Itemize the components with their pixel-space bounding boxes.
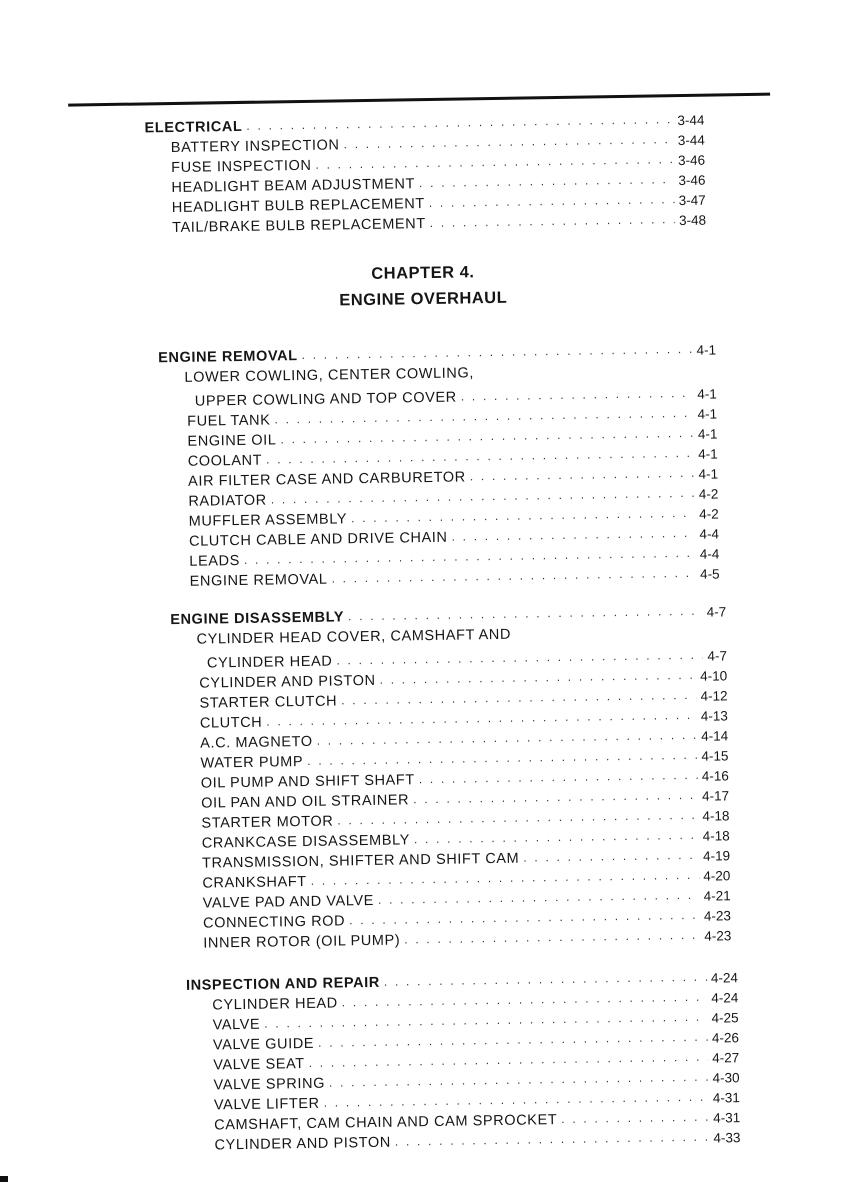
toc-entry: CYLINDER HEAD . . . 4-7 xyxy=(207,643,727,671)
toc-entry: TAIL/BRAKE BULB REPLACEMENT . . . 3-48 xyxy=(172,208,706,236)
toc-entry: COOLANT . . . 4-1 xyxy=(188,441,718,469)
toc-entry: CLUTCH . . . 4-13 xyxy=(200,703,728,731)
chapter-number: CHAPTER 4. xyxy=(371,263,475,283)
toc-entry: A.C. MAGNETO . . . 4-14 xyxy=(200,723,728,751)
toc-entry: LEADS . . . 4-4 xyxy=(189,541,719,569)
toc-entry-electrical: ELECTRICAL . . . 3-44 xyxy=(144,108,704,137)
toc-entry-line1: LOWER COWLING, CENTER COWLING, xyxy=(184,365,475,386)
toc-entry: VALVE SEAT . . . 4-27 xyxy=(213,1045,739,1073)
toc-entry: CAMSHAFT, CAM CHAIN AND CAM SPROCKET . . . 4-31 xyxy=(214,1105,740,1133)
toc-entry-line1: CYLINDER HEAD COVER, CAMSHAFT AND xyxy=(196,626,512,648)
toc-section-engine-removal: ENGINE REMOVAL . . . 4-1 xyxy=(158,337,716,366)
toc-entry: STARTER MOTOR . . . 4-18 xyxy=(201,803,729,831)
toc-entry: BATTERY INSPECTION . . . 3-44 xyxy=(171,128,705,156)
toc-entry: CONNECTING ROD . . . 4-23 xyxy=(203,903,731,931)
toc-entry: INNER ROTOR (OIL PUMP) . . . 4-23 xyxy=(203,923,731,951)
toc-entry: MUFFLER ASSEMBLY . . . 4-2 xyxy=(189,501,719,529)
top-rule xyxy=(68,93,770,107)
toc-entry: ENGINE OIL . . . 4-1 xyxy=(187,421,717,449)
toc-entry: OIL PAN AND OIL STRAINER . . . 4-17 xyxy=(201,783,729,811)
chapter-title: ENGINE OVERHAUL xyxy=(339,288,508,310)
toc-entry: RADIATOR . . . 4-2 xyxy=(188,481,718,509)
toc-entry: CRANKSHAFT . . . 4-20 xyxy=(202,863,730,891)
toc-entry: AIR FILTER CASE AND CARBURETOR . . . 4-1 xyxy=(188,461,718,489)
toc-entry: VALVE LIFTER . . . 4-31 xyxy=(214,1085,740,1113)
toc-entry: WATER PUMP . . . 4-15 xyxy=(200,743,728,771)
toc-entry: STARTER CLUTCH . . . 4-12 xyxy=(199,683,727,711)
toc-entry: OIL PUMP AND SHIFT SHAFT . . . 4-16 xyxy=(201,763,729,791)
toc-entry: VALVE SPRING . . . 4-30 xyxy=(213,1065,739,1093)
toc-entry: CYLINDER AND PISTON . . . 4-10 xyxy=(199,663,727,691)
toc-entry: ENGINE REMOVAL . . . 4-5 xyxy=(189,561,719,589)
toc-entry: FUSE INSPECTION . . . 3-46 xyxy=(171,148,705,176)
toc-entry: CLUTCH CABLE AND DRIVE CHAIN . . . 4-4 xyxy=(189,521,719,549)
toc-entry: TRANSMISSION, SHIFTER AND SHIFT CAM . . . 4-19 xyxy=(202,843,730,871)
toc-entry: VALVE GUIDE . . . 4-26 xyxy=(213,1025,739,1053)
toc-entry: UPPER COWLING AND TOP COVER . . . 4-1 xyxy=(195,381,717,409)
toc-entry: VALVE PAD AND VALVE . . . 4-21 xyxy=(203,883,731,911)
toc-entry: HEADLIGHT BEAM ADJUSTMENT . . . 3-46 xyxy=(171,168,705,196)
scan-corner-mark xyxy=(0,1176,8,1182)
toc-entry: FUEL TANK . . . 4-1 xyxy=(187,401,717,429)
toc-entry: CRANKCASE DISASSEMBLY . . . 4-18 xyxy=(202,823,730,851)
toc-section-engine-disassembly: ENGINE DISASSEMBLY . . . 4-7 xyxy=(170,599,726,628)
toc-entry: CYLINDER HEAD . . . 4-24 xyxy=(212,985,738,1013)
toc-entry: CYLINDER AND PISTON . . . 4-33 xyxy=(214,1125,740,1153)
toc-section-inspection-and-repair: INSPECTION AND REPAIR . . . 4-24 xyxy=(186,965,738,994)
toc-entry: VALVE . . . 4-25 xyxy=(212,1005,738,1033)
toc-entry: HEADLIGHT BULB REPLACEMENT . . . 3-47 xyxy=(172,188,706,216)
